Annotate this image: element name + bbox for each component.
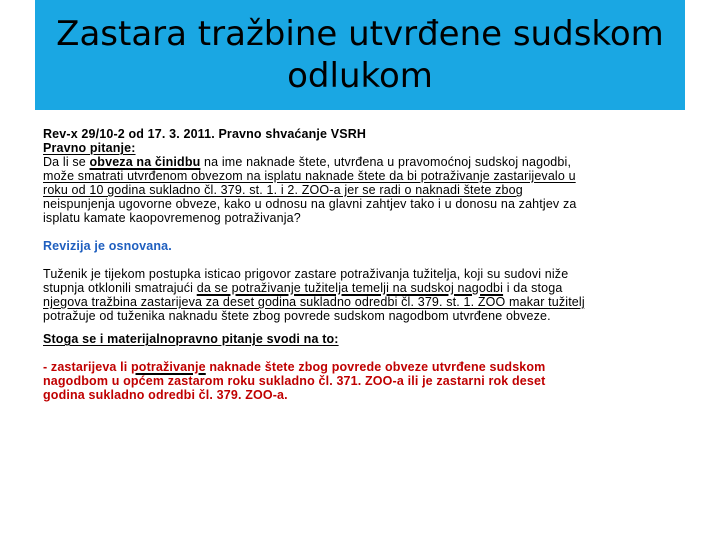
question-line-5: isplatu kamate kaopovremenog potraživanja? bbox=[43, 211, 301, 225]
reasoning-emphasis: da se potraživanje tužitelja temelji na sudskoj nagodbi bbox=[196, 281, 504, 295]
answer-line-1-start: - zastarijeva li bbox=[43, 360, 132, 374]
question-line-4: neispunjenja ugovorne obveze, kako u odnosu na glavni zahtjev tako i u donosu na zahtjev za bbox=[43, 197, 577, 211]
question-prefix: Da li se bbox=[43, 155, 90, 169]
answer-line-3: godina sukladno odredbi čl. 379. ZOO-a. bbox=[43, 388, 288, 402]
question-line-1-rest: na ime naknade štete, utvrđena u pravomoćnoj sudskoj nagodbi, bbox=[200, 155, 572, 169]
reasoning-line-1: Tuženik je tijekom postupka isticao prigovor zastare potraživanja tužitelja, koji su sudovi niže bbox=[43, 267, 569, 281]
slide-body bbox=[43, 127, 683, 402]
question-label: Pravno pitanje: bbox=[43, 141, 136, 155]
reasoning-line-4: potražuje od tuženika naknadu štete zbog povrede sudskom nagodbom utvrđene obveze. bbox=[43, 309, 551, 323]
question-emphasis: obveza na činidbu bbox=[89, 155, 201, 169]
answer-line-2: nagodbom u općem zastarom roku sukladno čl. 371. ZOO-a ili je zastarni rok deset bbox=[43, 374, 546, 388]
slide-title bbox=[50, 13, 670, 97]
reasoning-line-2 bbox=[43, 281, 683, 295]
answer-line-1 bbox=[43, 360, 683, 374]
title-line-1: Zastara tražbine utvrđene sudskom bbox=[56, 14, 664, 54]
question-line-1 bbox=[43, 155, 683, 169]
question-line-3: roku od 10 godina sukladno čl. 379. st. 1. i 2. ZOO-a jer se radi o naknadi štete zbog bbox=[43, 183, 523, 197]
reasoning-line-2-start: stupnja otklonili smatrajući bbox=[43, 281, 197, 295]
title-banner bbox=[35, 0, 685, 110]
reasoning-line-2-end: i da stoga bbox=[503, 281, 563, 295]
answer-line-1-end: naknade štete zbog povrede obveze utvrđene sudskom bbox=[205, 360, 546, 374]
conclusion-heading: Stoga se i materijalnopravno pitanje svodi na to: bbox=[43, 332, 339, 346]
case-reference: Rev-x 29/10-2 od 17. 3. 2011. Pravno shvaćanje VSRH bbox=[43, 127, 367, 141]
question-line-2: može smatrati utvrđenom obvezom na isplatu naknade štete da bi potraživanje zastarijevalo u bbox=[43, 169, 576, 183]
reasoning-line-3: njegova tražbina zastarijeva za deset godina sukladno odredbi čl. 379. st. 1. ZOO makar tužitelj bbox=[43, 295, 585, 309]
revision-verdict: Revizija je osnovana. bbox=[43, 239, 172, 253]
title-line-2: odlukom bbox=[287, 56, 433, 96]
answer-emphasis: potraživanje bbox=[131, 360, 206, 374]
